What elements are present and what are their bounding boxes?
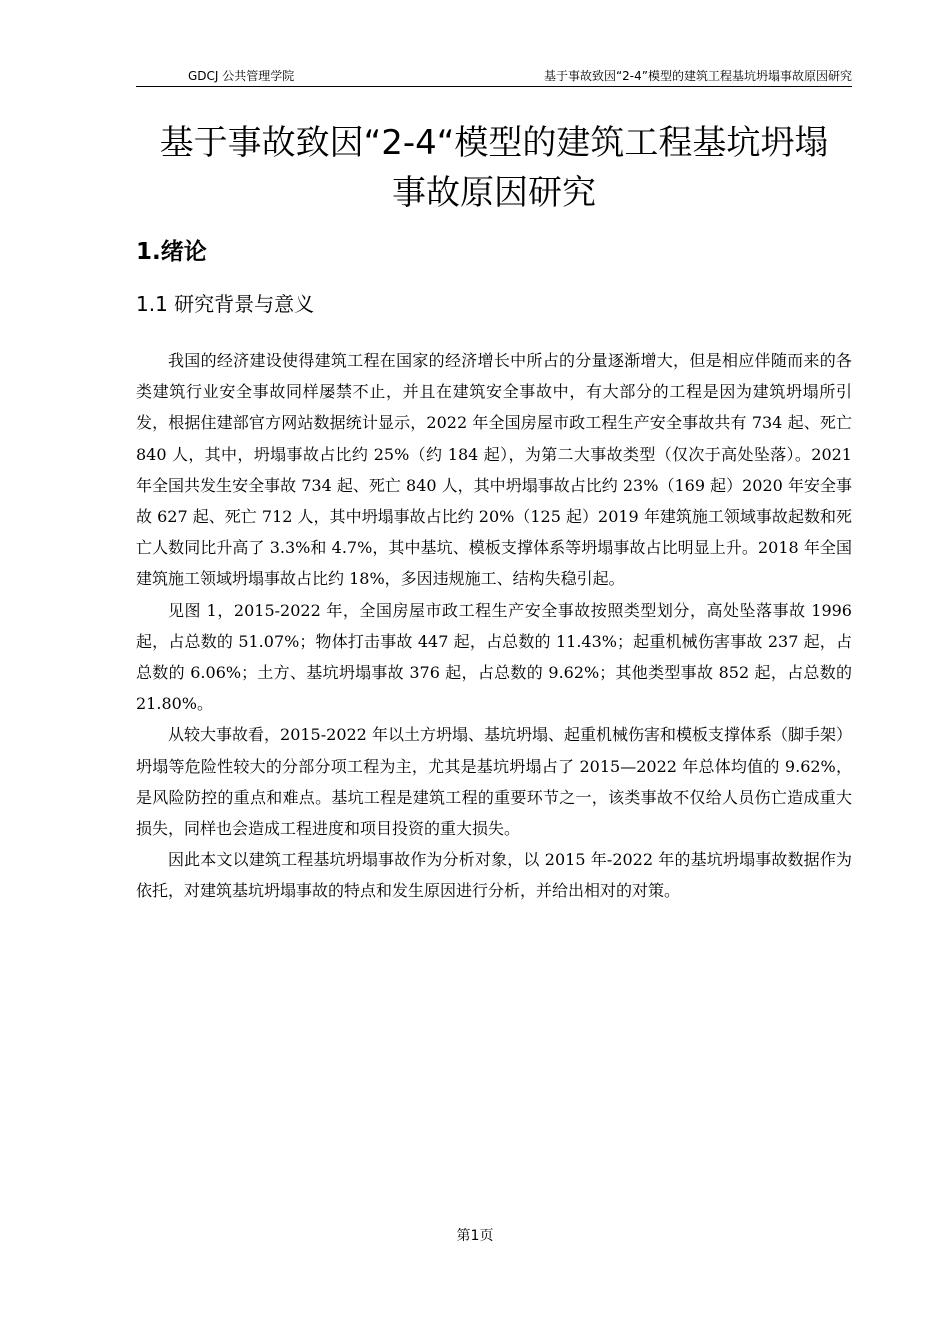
title-line-1: 基于事故致因“2-4“模型的建筑工程基坑坍塌 — [159, 123, 829, 163]
page-header — [136, 66, 852, 87]
paragraph-2: 见图 1，2015-2022 年，全国房屋市政工程生产安全事故按照类型划分，高处坠落事故 1996 起，占总数的 51.07%；物体打击事故 447 起，占总数的 11.43%；起重机械伤害事故 237 起，占总数的 6.06%；土方、基坑坍塌事故 376 起，占总数的 9.62%；其他类型事故 852 起，占总数的 21.80%。 — [136, 600, 852, 714]
paragraph-1: 我国的经济建设使得建筑工程在国家的经济增长中所占的分量逐渐增大，但是相应伴随而来的各类建筑行业安全事故同样屡禁不止，并且在建筑安全事故中，有大部分的工程是因为建筑坍塌所引发，根据住建部官方网站数据统计显示，2022 年全国房屋市政工程生产安全事故共有 734 起、死亡 840 人，其中，坍塌事故占比约 25%（约 184 起），为第二大事故类型（仅次于高处坠落）。2021 年全国共发生安全事故 734 起、死亡 840 人，其中坍塌事故占比约 23%（169 起）2020 年安全事故 627 起、死亡 712 人，其中坍塌事故占比约 20%（125 起）2019 年建筑施工领域事故起数和死亡人数同比升高了 3.3%和 4.7%，其中基坑、模板支撑体系等坍塌事故占比明显上升。2018 年全国建筑施工领域坍塌事故占比约 18%，多因违规施工、结构失稳引起。 — [136, 351, 852, 589]
title-line-2: 事故原因研究 — [392, 173, 596, 213]
header-institution: GDCJ 公共管理学院 — [188, 69, 295, 83]
subsection-heading: 1.1 研究背景与意义 — [136, 292, 315, 316]
paragraph-3: 从较大事故看，2015-2022 年以土方坍塌、基坑坍塌、起重机械伤害和模板支撑体系（脚手架）坍塌等危险性较大的分部分项工程为主，尤其是基坑坍塌占了 2015—2022 年总体均值的 9.62%，是风险防控的重点和难点。基坑工程是建筑工程的重要环节之一，该类事故不仅给人员伤亡造成重大损失，同样也会造成工程进度和项目投资的重大损失。 — [136, 725, 852, 839]
section-heading: 1.绪论 — [136, 239, 207, 265]
header-running-title: 基于事故致因“2-4”模型的建筑工程基坑坍塌事故原因研究 — [543, 69, 852, 83]
document-title — [136, 118, 852, 218]
body-text — [136, 345, 852, 907]
page-footer — [0, 1226, 950, 1246]
paragraph-4: 因此本文以建筑工程基坑坍塌事故作为分析对象，以 2015 年-2022 年的基坑坍塌事故数据作为依托，对建筑基坑坍塌事故的特点和发生原因进行分析，并给出相对的对策。 — [136, 850, 852, 901]
page-number: 第1页 — [456, 1228, 494, 1244]
